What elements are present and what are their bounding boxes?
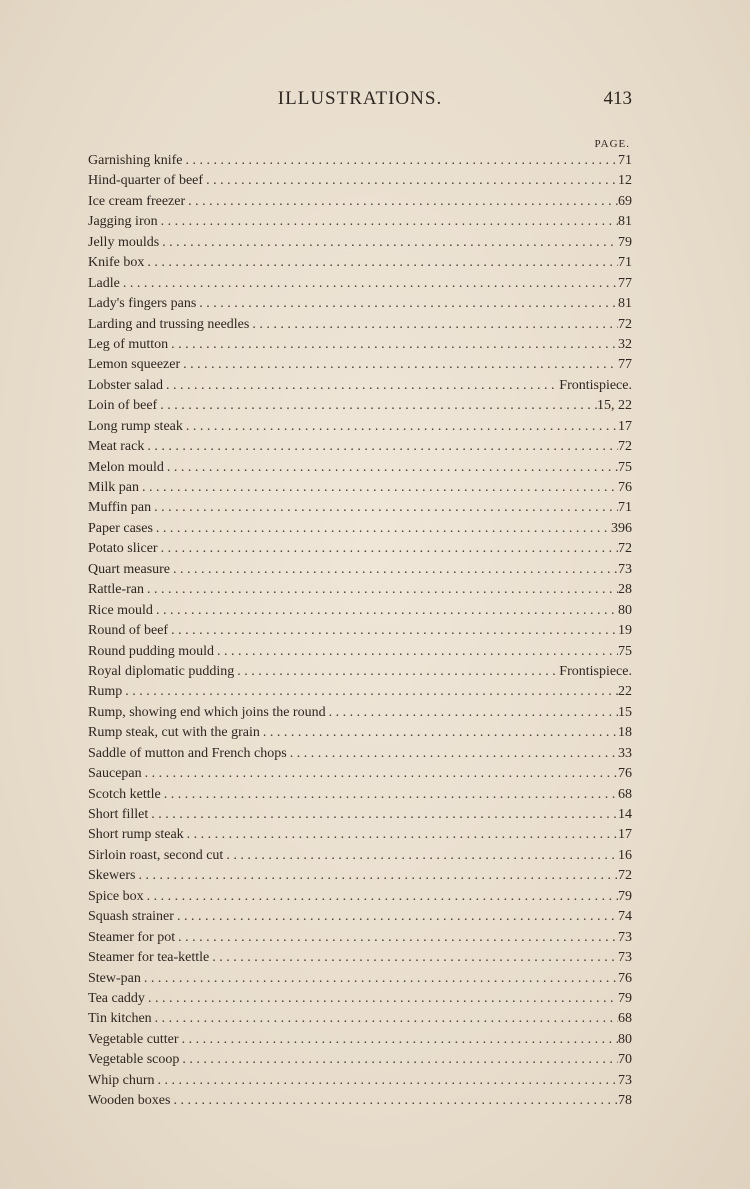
entry-page-ref: 71 bbox=[618, 255, 632, 271]
entry-page-ref: 396 bbox=[611, 520, 632, 536]
dot-leader bbox=[144, 887, 618, 907]
entry-page-ref: 12 bbox=[618, 173, 632, 189]
dot-leader bbox=[184, 825, 618, 845]
dot-leader bbox=[209, 948, 618, 968]
page-column-heading: PAGE. bbox=[594, 138, 630, 150]
index-entry bbox=[88, 703, 632, 723]
entry-label: Short rump steak bbox=[88, 827, 184, 843]
index-entry bbox=[88, 376, 632, 396]
index-entry bbox=[88, 274, 632, 294]
dot-leader bbox=[170, 560, 618, 580]
dot-leader bbox=[154, 1071, 618, 1091]
dot-leader bbox=[203, 171, 618, 191]
entry-label: Lemon squeezer bbox=[88, 357, 181, 373]
illustration-index-list bbox=[88, 151, 632, 1112]
dot-leader bbox=[182, 151, 618, 171]
dot-leader bbox=[196, 294, 618, 314]
entry-page-ref: 76 bbox=[618, 480, 632, 495]
entry-page-ref: 72 bbox=[618, 868, 632, 884]
dot-leader bbox=[179, 1050, 618, 1070]
index-entry bbox=[88, 825, 632, 845]
index-entry bbox=[88, 1030, 632, 1050]
page-header bbox=[88, 88, 632, 112]
entry-page-ref: 73 bbox=[618, 929, 632, 945]
entry-label: Round of beef bbox=[88, 623, 169, 639]
index-entry bbox=[88, 642, 632, 662]
dot-leader bbox=[120, 274, 618, 294]
index-entry bbox=[88, 560, 632, 580]
entry-page-ref: Frontispiece. bbox=[559, 663, 632, 679]
entry-page-ref: Frontispiece. bbox=[559, 377, 632, 393]
index-entry bbox=[88, 1091, 632, 1111]
entry-label: Saucepan bbox=[88, 766, 142, 782]
index-entry bbox=[88, 396, 632, 416]
dot-leader bbox=[249, 315, 618, 335]
index-entry bbox=[88, 437, 632, 457]
index-entry bbox=[88, 662, 632, 682]
index-entry bbox=[88, 682, 632, 702]
entry-page-ref: 15, 22 bbox=[597, 398, 632, 414]
entry-page-ref: 22 bbox=[618, 684, 632, 700]
entry-label: Vegetable cutter bbox=[88, 1031, 179, 1047]
entry-page-ref: 73 bbox=[618, 950, 632, 966]
entry-label: Ladle bbox=[88, 275, 120, 291]
index-entry bbox=[88, 417, 632, 437]
entry-label: Steamer for tea-kettle bbox=[88, 950, 210, 966]
dot-leader bbox=[161, 785, 618, 805]
entry-label: Jagging iron bbox=[88, 214, 158, 230]
dot-leader bbox=[145, 989, 618, 1009]
entry-page-ref: 74 bbox=[618, 909, 632, 925]
entry-page-ref: 33 bbox=[618, 745, 632, 761]
entry-label: Vegetable scoop bbox=[88, 1052, 180, 1068]
entry-label: Hind-quarter of beef bbox=[88, 173, 204, 189]
entry-label: Round pudding mould bbox=[88, 643, 215, 659]
entry-label: Sirloin roast, second cut bbox=[88, 847, 224, 863]
index-entry bbox=[88, 887, 632, 907]
entry-page-ref: 70 bbox=[618, 1052, 632, 1068]
index-entry bbox=[88, 519, 632, 539]
index-entry bbox=[88, 580, 632, 600]
entry-label: Squash strainer bbox=[88, 909, 174, 925]
dot-leader bbox=[185, 192, 618, 212]
index-entry bbox=[88, 907, 632, 927]
entry-page-ref: 28 bbox=[618, 582, 632, 598]
entry-label: Jelly moulds bbox=[88, 234, 160, 250]
dot-leader bbox=[214, 642, 618, 662]
entry-page-ref: 72 bbox=[618, 439, 632, 455]
dot-leader bbox=[153, 519, 611, 539]
dot-leader bbox=[152, 1009, 618, 1029]
dot-leader bbox=[164, 458, 618, 478]
index-entry bbox=[88, 744, 632, 764]
index-entry bbox=[88, 233, 632, 253]
entry-label: Lobster salad bbox=[88, 377, 164, 393]
entry-label: Wooden boxes bbox=[88, 1093, 171, 1109]
entry-page-ref: 18 bbox=[618, 725, 632, 741]
entry-label: Rattle-ran bbox=[88, 582, 144, 598]
entry-label: Scotch kettle bbox=[88, 786, 161, 802]
entry-label: Spice box bbox=[88, 888, 144, 904]
dot-leader bbox=[139, 478, 618, 498]
index-entry bbox=[88, 171, 632, 191]
dot-leader bbox=[144, 437, 618, 457]
entry-label: Garnishing knife bbox=[88, 153, 183, 168]
dot-leader bbox=[144, 253, 618, 273]
entry-label: Tea caddy bbox=[88, 990, 145, 1006]
entry-page-ref: 75 bbox=[618, 459, 632, 475]
entry-page-ref: 73 bbox=[618, 561, 632, 577]
dot-leader bbox=[141, 969, 618, 989]
entry-page-ref: 71 bbox=[618, 500, 632, 516]
index-entry bbox=[88, 621, 632, 641]
index-entry bbox=[88, 498, 632, 518]
entry-label: Potato slicer bbox=[88, 541, 158, 557]
entry-label: Loin of beef bbox=[88, 398, 158, 414]
entry-label: Royal diplomatic pudding bbox=[88, 663, 235, 679]
entry-page-ref: 79 bbox=[618, 234, 632, 250]
index-entry bbox=[88, 335, 632, 355]
entry-page-ref: 69 bbox=[618, 193, 632, 209]
index-entry bbox=[88, 253, 632, 273]
dot-leader bbox=[148, 805, 618, 825]
index-entry bbox=[88, 989, 632, 1009]
entry-page-ref: 76 bbox=[618, 766, 632, 782]
dot-leader bbox=[153, 601, 618, 621]
entry-label: Muffin pan bbox=[88, 500, 152, 516]
entry-page-ref: 73 bbox=[618, 1072, 632, 1088]
entry-page-ref: 14 bbox=[618, 807, 632, 822]
index-entry bbox=[88, 478, 632, 498]
dot-leader bbox=[326, 703, 618, 723]
entry-label: Rump, showing end which joins the round bbox=[88, 704, 326, 720]
entry-page-ref: 76 bbox=[618, 970, 632, 986]
dot-leader bbox=[168, 621, 618, 641]
entry-label: Steamer for pot bbox=[88, 929, 176, 945]
index-entry bbox=[88, 151, 632, 171]
entry-page-ref: 68 bbox=[618, 786, 632, 802]
entry-label: Knife box bbox=[88, 255, 145, 271]
index-entry bbox=[88, 948, 632, 968]
index-entry bbox=[88, 846, 632, 866]
dot-leader bbox=[158, 212, 618, 232]
index-entry bbox=[88, 866, 632, 886]
dot-leader bbox=[163, 376, 559, 396]
entry-label: Stew-pan bbox=[88, 970, 141, 986]
dot-leader bbox=[135, 866, 618, 886]
entry-page-ref: 77 bbox=[618, 357, 632, 373]
entry-page-ref: 15 bbox=[618, 704, 632, 720]
entry-label: Meat rack bbox=[88, 439, 145, 455]
index-entry bbox=[88, 1071, 632, 1091]
entry-page-ref: 80 bbox=[618, 1031, 632, 1047]
entry-label: Ice cream freezer bbox=[88, 193, 186, 209]
entry-label: Whip churn bbox=[88, 1072, 155, 1088]
index-entry bbox=[88, 1050, 632, 1070]
entry-label: Saddle of mutton and French chops bbox=[88, 745, 287, 761]
entry-page-ref: 17 bbox=[618, 827, 632, 843]
entry-label: Rump bbox=[88, 684, 123, 700]
dot-leader bbox=[180, 355, 618, 375]
dot-leader bbox=[234, 662, 559, 682]
entry-page-ref: 81 bbox=[618, 214, 632, 230]
index-entry bbox=[88, 928, 632, 948]
entry-page-ref: 72 bbox=[618, 316, 632, 332]
entry-page-ref: 17 bbox=[618, 418, 632, 434]
entry-label: Skewers bbox=[88, 868, 136, 884]
entry-label: Leg of mutton bbox=[88, 336, 169, 352]
dot-leader bbox=[179, 1030, 618, 1050]
entry-label: Rump steak, cut with the grain bbox=[88, 725, 260, 741]
entry-page-ref: 79 bbox=[618, 888, 632, 904]
entry-page-ref: 75 bbox=[618, 643, 632, 659]
dot-leader bbox=[223, 846, 618, 866]
entry-page-ref: 77 bbox=[618, 275, 632, 291]
index-entry bbox=[88, 723, 632, 743]
index-entry bbox=[88, 294, 632, 314]
entry-label: Short fillet bbox=[88, 807, 149, 822]
page-number: 413 bbox=[603, 88, 632, 109]
dot-leader bbox=[144, 580, 618, 600]
entry-page-ref: 78 bbox=[618, 1093, 632, 1109]
index-entry bbox=[88, 355, 632, 375]
dot-leader bbox=[157, 396, 597, 416]
dot-leader bbox=[151, 498, 618, 518]
dot-leader bbox=[159, 233, 618, 253]
entry-page-ref: 19 bbox=[618, 623, 632, 639]
entry-label: Larding and trussing needles bbox=[88, 316, 250, 332]
index-entry bbox=[88, 192, 632, 212]
entry-page-ref: 68 bbox=[618, 1011, 632, 1027]
dot-leader bbox=[122, 682, 618, 702]
dot-leader bbox=[260, 723, 618, 743]
entry-page-ref: 16 bbox=[618, 847, 632, 863]
dot-leader bbox=[170, 1091, 618, 1111]
entry-label: Lady's fingers pans bbox=[88, 296, 197, 312]
running-title: ILLUSTRATIONS. bbox=[277, 88, 443, 109]
entry-label: Paper cases bbox=[88, 520, 153, 536]
index-entry bbox=[88, 539, 632, 559]
dot-leader bbox=[158, 539, 618, 559]
index-entry bbox=[88, 315, 632, 335]
index-entry bbox=[88, 764, 632, 784]
index-entry bbox=[88, 785, 632, 805]
entry-page-ref: 32 bbox=[618, 336, 632, 352]
dot-leader bbox=[183, 417, 618, 437]
dot-leader bbox=[142, 764, 618, 784]
entry-page-ref: 72 bbox=[618, 541, 632, 557]
entry-label: Melon mould bbox=[88, 459, 164, 475]
index-entry bbox=[88, 805, 632, 825]
entry-page-ref: 80 bbox=[618, 602, 632, 618]
dot-leader bbox=[174, 907, 618, 927]
entry-page-ref: 71 bbox=[618, 153, 632, 168]
entry-label: Rice mould bbox=[88, 602, 153, 618]
entry-label: Tin kitchen bbox=[88, 1011, 152, 1027]
entry-label: Quart measure bbox=[88, 561, 171, 577]
dot-leader bbox=[287, 744, 618, 764]
entry-label: Milk pan bbox=[88, 480, 139, 495]
index-entry bbox=[88, 458, 632, 478]
index-entry bbox=[88, 212, 632, 232]
entry-page-ref: 81 bbox=[618, 296, 632, 312]
dot-leader bbox=[168, 335, 618, 355]
index-entry bbox=[88, 1009, 632, 1029]
dot-leader bbox=[175, 928, 618, 948]
entry-page-ref: 79 bbox=[618, 990, 632, 1006]
entry-label: Long rump steak bbox=[88, 418, 183, 434]
index-entry bbox=[88, 969, 632, 989]
index-entry bbox=[88, 601, 632, 621]
